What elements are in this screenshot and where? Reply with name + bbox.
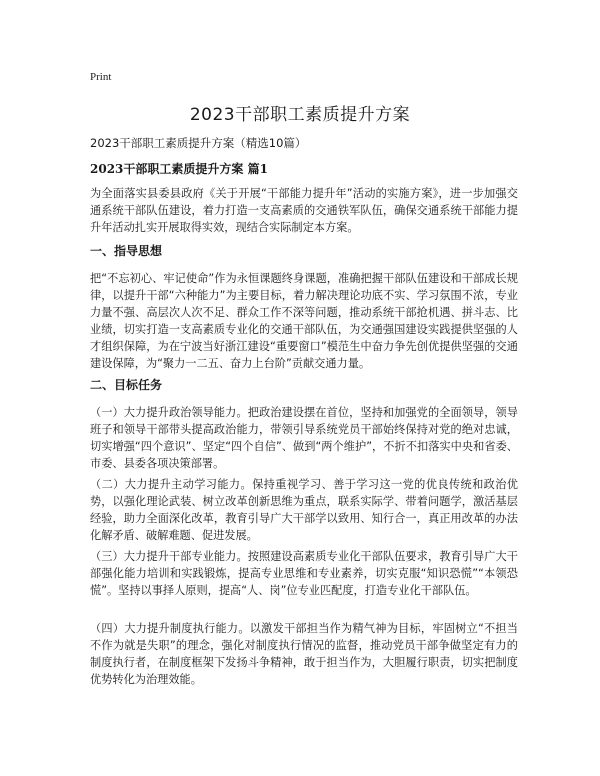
guiding-ideology-paragraph: 把“不忘初心、牢记使命”作为永恒课题终身课题，准确把握干部队伍建设和干部成长规律，以提升干部“六种能力”为主要目标，着力解决理论功底不实、学习氛围不浓，专业力量不强、高层次人次不足、群众工作不深等问题，推动系统干部抢机遇、拼斗志、比业绩，切实打造一支高素质专业化的交通干部队伍，为交通强国建设实践提供坚强的人才组织保障，为在宁波当好浙江建设“重要窗口”模范生中奋力争先创优提供坚强的交通建设保障，为“聚力一二五、奋力上台阶”贡献交通力量。 bbox=[90, 272, 518, 370]
goal-paragraph-professional: （三）大力提升干部专业能力。按照建设高素质专业化干部队伍要求，教育引导广大干部强化能力培训和实践锻炼，提高专业思维和专业素养，切实克服“知识恐慌”“本领恐慌”。坚持以事择人原则，提高“人、岗”位专业匹配度，打造专业化干部队伍。 bbox=[90, 550, 518, 597]
print-link[interactable]: Print bbox=[90, 71, 112, 83]
document-subtitle: 2023干部职工素质提升方案（精选10篇） bbox=[90, 136, 307, 150]
section-heading-goals: 二、目标任务 bbox=[90, 378, 163, 392]
goal-paragraph-institutional: （四）大力提升制度执行能力。以激发干部担当作为精气神为目标，牢固树立“不担当不作为就是失职”的理念，强化对制度执行情况的监督，推动党员干部争做坚定有力的制度执行者，在制度框架下发扬斗争精神，敢于担当作为，大胆履行职责，切实把制度优势转化为治理效能。 bbox=[90, 622, 518, 686]
section-heading-guiding-ideology: 一、指导思想 bbox=[90, 244, 163, 258]
goal-paragraph-political: （一）大力提升政治领导能力。把政治建设摆在首位，坚持和加强党的全面领导，领导班子和领导干部带头提高政治能力，带领引导系统党员干部始终保持对党的绝对忠诚，切实增强“四个意识”、坚定“四个自信”、做到“两个维护”，不折不扣落实中央和省委、市委、县委各项决策部署。 bbox=[90, 406, 518, 470]
chapter-title: 2023干部职工素质提升方案 篇1 bbox=[90, 162, 268, 176]
goal-paragraph-learning: （二）大力提升主动学习能力。保持重视学习、善于学习这一党的优良传统和政治优势，以强化理论武装、树立改革创新思维为重点，联系实际学、带着问题学，激活基层经验，助力全面深化改革，教育引导广大干部学以致用、知行合一，真正用改革的办法化解矛盾、破解难题、促进发展。 bbox=[90, 478, 518, 542]
page-title: 2023干部职工素质提升方案 bbox=[189, 105, 411, 125]
intro-paragraph: 为全面落实县委县政府《关于开展“干部能力提升年”活动的实施方案》，进一步加强交通系统干部队伍建设，着力打造一支高素质的交通铁军队伍，确保交通系统干部能力提升年活动扎实开展取得实效，现结合实际制定本方案。 bbox=[90, 187, 518, 234]
